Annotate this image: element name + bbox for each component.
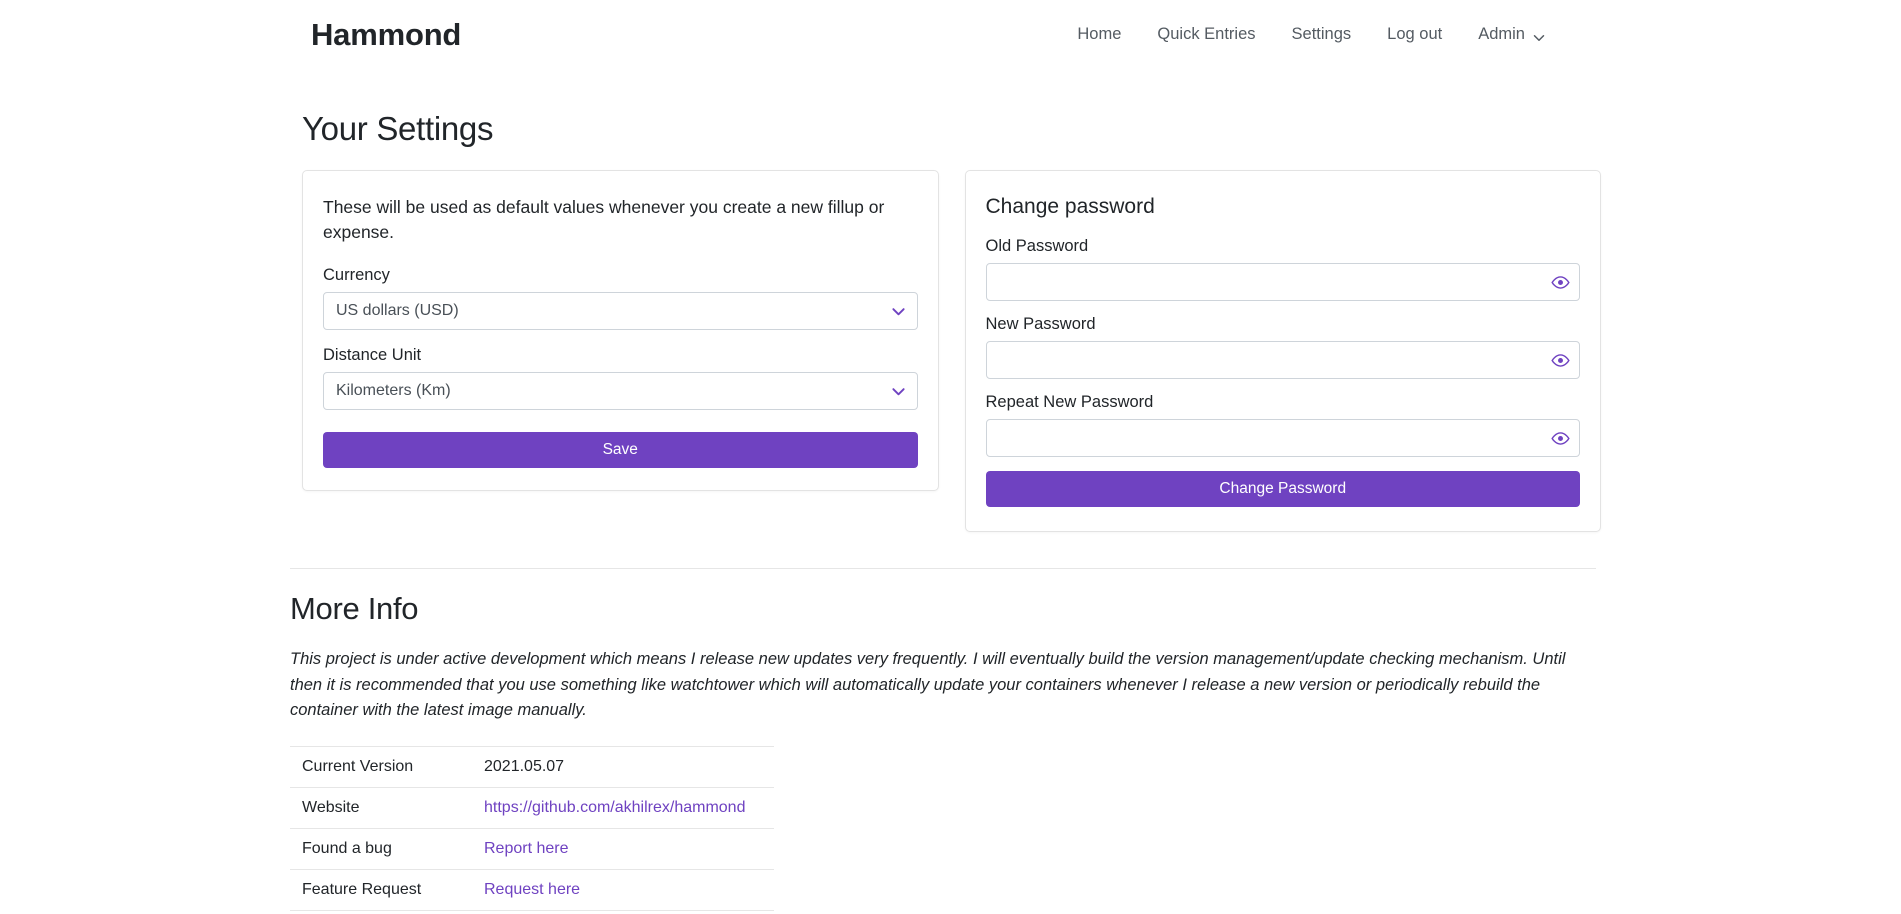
info-value [472, 787, 774, 828]
table-row [290, 787, 774, 828]
top-navbar [0, 0, 1901, 68]
eye-icon[interactable] [1540, 419, 1580, 457]
nav-settings[interactable]: Settings [1291, 24, 1352, 43]
main-content [0, 110, 1901, 911]
table-row [290, 746, 774, 787]
chevron-down-icon [1533, 30, 1543, 40]
nav-quick-entries[interactable]: Quick Entries [1157, 24, 1256, 43]
distance-unit-label: Distance Unit [323, 345, 422, 364]
old-password-label: Old Password [985, 237, 1089, 255]
change-password-title: Change password [985, 195, 1155, 218]
defaults-description: These will be used as default values whenever you create a new fillup or expense. [323, 197, 885, 243]
page-title: Your Settings [302, 110, 494, 147]
eye-icon[interactable] [1540, 263, 1580, 301]
more-info-paragraph: This project is under active development which means I release new updates very frequently. I will eventually build the version management/update checking mechanism. Until then it is recommended that you use something like watchtower which will automatically update your containers whenever I release a new version or periodically rebuild the container with the latest image manually. [290, 650, 1566, 720]
new-password-label: New Password [985, 315, 1096, 333]
nav-links [1059, 21, 1561, 48]
info-value: 2021.05.07 [472, 746, 774, 787]
repeat-password-input[interactable] [986, 419, 1581, 457]
feature-request-link[interactable]: Request here [484, 880, 581, 898]
info-key: Feature Request [290, 869, 472, 910]
change-password-card [965, 170, 1602, 532]
repeat-password-label: Repeat New Password [985, 393, 1154, 411]
default-values-card [302, 170, 939, 491]
currency-group [323, 266, 918, 330]
eye-icon[interactable] [1540, 341, 1580, 379]
old-password-group [986, 237, 1581, 301]
distance-unit-select-wrap [323, 372, 918, 410]
info-key: Current Version [290, 746, 472, 787]
nav-logout[interactable]: Log out [1387, 24, 1443, 43]
cards-row [302, 170, 1601, 532]
new-password-input-wrap [986, 341, 1581, 379]
new-password-input[interactable] [986, 341, 1581, 379]
website-link[interactable]: https://github.com/akhilrex/hammond [484, 798, 746, 816]
info-key: Found a bug [290, 828, 472, 869]
currency-select[interactable] [323, 292, 918, 330]
old-password-input[interactable] [986, 263, 1581, 301]
more-info-title: More Info [290, 591, 419, 626]
save-button[interactable]: Save [323, 432, 918, 468]
app-brand[interactable]: Hammond [311, 16, 462, 52]
nav-home[interactable]: Home [1077, 24, 1122, 43]
info-value [472, 828, 774, 869]
distance-unit-select[interactable] [323, 372, 918, 410]
user-menu-admin[interactable] [1460, 21, 1561, 48]
old-password-input-wrap [986, 263, 1581, 301]
currency-select-wrap [323, 292, 918, 330]
divider [290, 568, 1596, 569]
info-key: Website [290, 787, 472, 828]
user-menu-label: Admin [1478, 24, 1525, 43]
info-table [290, 746, 774, 911]
report-bug-link[interactable]: Report here [484, 839, 569, 857]
repeat-password-input-wrap [986, 419, 1581, 457]
more-info-section [290, 568, 1601, 911]
new-password-group [986, 315, 1581, 379]
change-password-button[interactable]: Change Password [986, 471, 1581, 507]
repeat-password-group [986, 393, 1581, 457]
table-row [290, 869, 774, 910]
table-row [290, 828, 774, 869]
info-value [472, 869, 774, 910]
distance-unit-group [323, 346, 918, 410]
currency-label: Currency [323, 265, 390, 284]
